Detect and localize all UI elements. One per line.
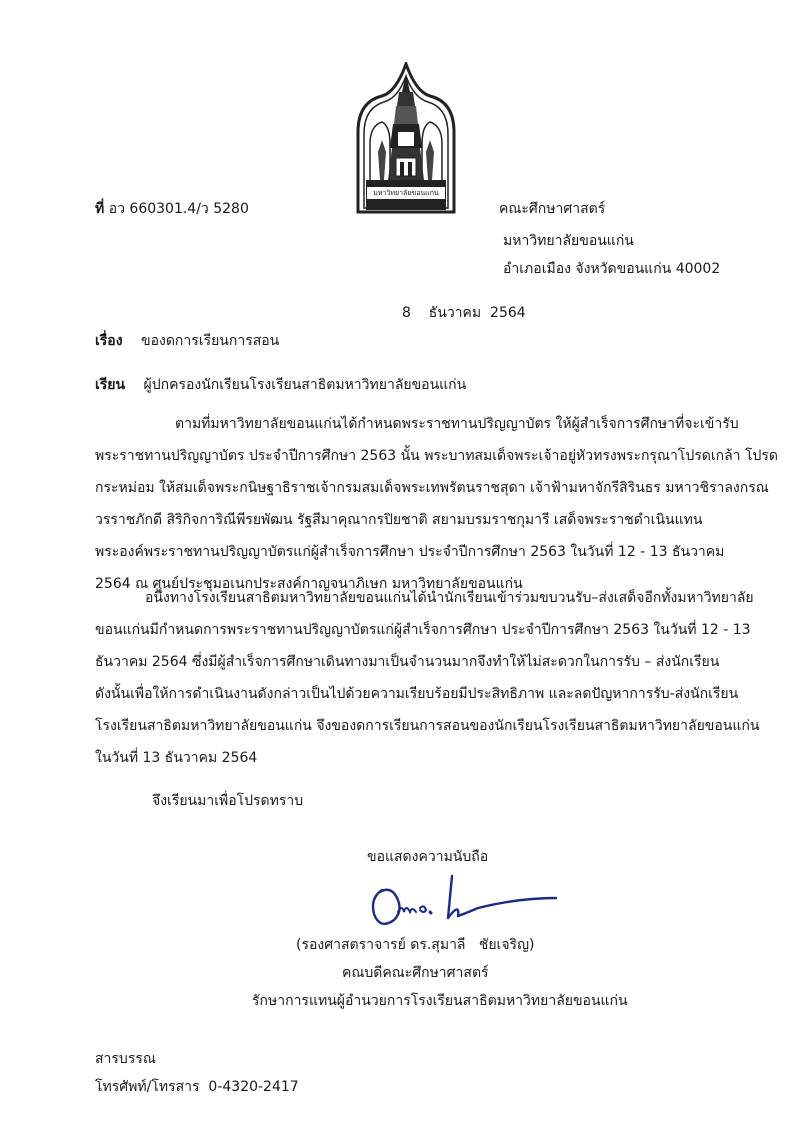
handwritten-signature <box>368 868 568 938</box>
paragraph-line: อนึ่งทางโรงเรียนสาธิตมหาวิทยาลัยขอนแก่นได้นำนักเรียนเข้าร่วมขบวนรับ–ส่งเสด็จอีกทั้งมหาวิทยาลัย <box>145 590 754 606</box>
closing-request: จึงเรียนมาเพื่อโปรดทราบ <box>152 793 304 809</box>
subject-line <box>95 330 279 352</box>
signer-title-2: รักษาการแทนผู้อำนวยการโรงเรียนสาธิตมหาวิทยาลัยขอนแก่น <box>252 993 628 1009</box>
paragraph-line: ขอนแก่นมีกำหนดการพระราชทานปริญญาบัตรแก่ผู้สำเร็จการศึกษา ประจำปีการศึกษา 2563 ในวันที่ 12 - 13 <box>95 622 751 638</box>
body-paragraph-2 <box>95 582 760 774</box>
sender-line-3: อำเภอเมือง จังหวัดขอนแก่น 40002 <box>503 261 721 277</box>
letter-date: 8 ธันวาคม 2564 <box>402 305 526 321</box>
paragraph-line: พระราชทานปริญญาบัตร ประจำปีการศึกษา 2563 นั้น พระบาทสมเด็จพระเจ้าอยู่หัวทรงพระกรุณาโปรดเกล้า โปรด <box>95 448 778 464</box>
body-paragraph-1 <box>95 408 778 600</box>
contact-department: สารบรรณ <box>95 1051 156 1067</box>
closing-phrase: ขอแสดงความนับถือ <box>367 849 489 865</box>
paragraph-line: ในวันที่ 13 ธันวาคม 2564 <box>95 750 258 766</box>
signer-name: (รองศาสตราจารย์ ดร.สุมาลี ชัยเจริญ) <box>296 937 535 953</box>
paragraph-line: 2564 ณ ศูนย์ประชุมอเนกประสงค์กาญจนาภิเษก มหาวิทยาลัยขอนแก่น <box>95 576 523 592</box>
recipient-label: เรียน <box>95 377 126 393</box>
signer-title-1: คณบดีคณะศึกษาศาสตร์ <box>342 965 489 981</box>
recipient-line <box>95 374 466 396</box>
reference-number <box>95 198 249 220</box>
paragraph-line: วรราชภักดี สิริกิจการิณีพีรยพัฒน รัฐสีมาคุณากรปิยชาติ สยามบรมราชกุมารี เสด็จพระราชดำเนินแทน <box>95 512 703 528</box>
university-seal-icon <box>352 62 460 216</box>
paragraph-line: กระหม่อม ให้สมเด็จพระกนิษฐาธิราชเจ้ากรมสมเด็จพระเทพรัตนราชสุดา เจ้าฟ้ามหาจักรีสิรินธร มหาวชิราลงกรณ <box>95 480 769 496</box>
contact-phone: โทรศัพท์/โทรสาร 0-4320-2417 <box>95 1079 299 1095</box>
reference-value: อว 660301.4/ว 5280 <box>108 201 249 217</box>
subject-label: เรื่อง <box>95 333 123 349</box>
subject-value: ของดการเรียนการสอน <box>141 333 280 349</box>
paragraph-line: พระองค์พระราชทานปริญญาบัตรแก่ผู้สำเร็จการศึกษา ประจำปีการศึกษา 2563 ในวันที่ 12 - 13 ธันวาคม <box>95 544 725 560</box>
paragraph-line: โรงเรียนสาธิตมหาวิทยาลัยขอนแก่น จึงของดการเรียนการสอนของนักเรียนโรงเรียนสาธิตมหาวิทยาลัยขอนแก่น <box>95 718 760 734</box>
seal-banner: มหาวิทยาลัยขอนแก่น <box>366 186 446 200</box>
recipient-value: ผู้ปกครองนักเรียนโรงเรียนสาธิตมหาวิทยาลัยขอนแก่น <box>143 377 467 393</box>
paragraph-line: ธันวาคม 2564 ซึ่งมีผู้สำเร็จการศึกษาเดินทางมาเป็นจำนวนมากจึงทำให้ไม่สะดวกในการรับ – ส่งนักเรียน <box>95 654 720 670</box>
sender-line-2: มหาวิทยาลัยขอนแก่น <box>503 233 634 249</box>
paragraph-line: ตามที่มหาวิทยาลัยขอนแก่นได้กำหนดพระราชทานปริญญาบัตร ให้ผู้สำเร็จการศึกษาที่จะเข้ารับ <box>175 416 739 432</box>
reference-label: ที่ <box>95 201 105 217</box>
paragraph-line: ดังนั้นเพื่อให้การดำเนินงานดังกล่าวเป็นไปด้วยความเรียบร้อยมีประสิทธิภาพ และลดปัญหาการรับ-ส่งนักเรียน <box>95 686 739 702</box>
sender-line-1: คณะศึกษาศาสตร์ <box>499 201 606 217</box>
